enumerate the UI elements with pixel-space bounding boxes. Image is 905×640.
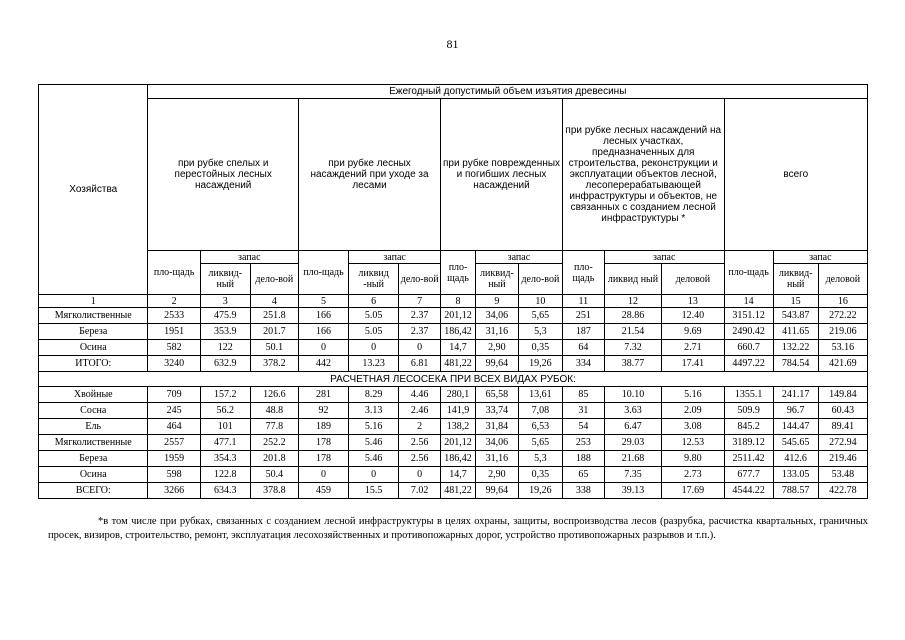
table-cell: 56.2	[200, 403, 250, 419]
table-cell: 77.8	[250, 419, 298, 435]
header-commercial: дело-вой	[250, 264, 298, 295]
column-number: 16	[818, 295, 867, 308]
table-cell: 201,12	[441, 435, 476, 451]
table-cell: 14,7	[441, 467, 476, 483]
table-row	[39, 435, 868, 451]
table-cell: 89.41	[818, 419, 867, 435]
table-cell: 634.3	[200, 483, 250, 499]
table-cell: 481,22	[441, 483, 476, 499]
table-cell: 54	[562, 419, 604, 435]
header-group-thinning: при рубке лесных насаждений при уходе за лесами	[298, 99, 440, 251]
table-cell: 3266	[148, 483, 200, 499]
table-cell: 31,16	[475, 324, 518, 340]
column-number: 9	[475, 295, 518, 308]
table-cell: 543.87	[773, 308, 818, 324]
harvest-volume-table	[38, 84, 868, 499]
table-cell: 0	[298, 340, 348, 356]
table-cell: 3189.12	[724, 435, 773, 451]
table-cell: 2557	[148, 435, 200, 451]
table-cell: 1951	[148, 324, 200, 340]
table-cell: 0	[349, 467, 399, 483]
table-cell: 7.32	[604, 340, 661, 356]
table-cell: 2.71	[662, 340, 724, 356]
header-liquid: ликвид ный	[604, 264, 661, 295]
table-cell: 338	[562, 483, 604, 499]
table-cell: 677.7	[724, 467, 773, 483]
table-cell: 5.46	[349, 451, 399, 467]
table-cell: 5.46	[349, 435, 399, 451]
table-cell: 281	[298, 387, 348, 403]
table-cell: 4544.22	[724, 483, 773, 499]
table-cell: 0	[399, 467, 441, 483]
table-row	[39, 483, 868, 499]
row-label: Береза	[39, 324, 148, 340]
table-cell: 99,64	[475, 356, 518, 372]
column-number: 7	[399, 295, 441, 308]
table-cell: 48.8	[250, 403, 298, 419]
table-cell: 17.41	[662, 356, 724, 372]
footnote	[48, 515, 868, 543]
table-cell: 186,42	[441, 451, 476, 467]
table-cell: 334	[562, 356, 604, 372]
table-cell: 245	[148, 403, 200, 419]
table-cell: 96.7	[773, 403, 818, 419]
table-cell: 34,06	[475, 435, 518, 451]
header-stock: запас	[604, 251, 724, 264]
table-cell: 187	[562, 324, 604, 340]
column-number: 12	[604, 295, 661, 308]
header-area: пло-щадь	[298, 251, 348, 295]
table-cell: 19,26	[518, 356, 562, 372]
table-cell: 38.77	[604, 356, 661, 372]
column-number: 14	[724, 295, 773, 308]
table-cell: 632.9	[200, 356, 250, 372]
table-cell: 166	[298, 308, 348, 324]
header-commercial: деловой	[818, 264, 867, 295]
table-cell: 144.47	[773, 419, 818, 435]
table-cell: 422.78	[818, 483, 867, 499]
table-cell: 598	[148, 467, 200, 483]
row-label: ИТОГО:	[39, 356, 148, 372]
table-cell: 477.1	[200, 435, 250, 451]
table-cell: 353.9	[200, 324, 250, 340]
table-cell: 4.46	[399, 387, 441, 403]
column-numbers-row	[39, 295, 868, 308]
header-area: пло-щадь	[562, 251, 604, 295]
column-number: 15	[773, 295, 818, 308]
table-row	[39, 403, 868, 419]
table-cell: 0	[349, 340, 399, 356]
column-number: 13	[662, 295, 724, 308]
table-cell: 3.13	[349, 403, 399, 419]
table-cell: 354.3	[200, 451, 250, 467]
table-cell: 1355.1	[724, 387, 773, 403]
column-number: 5	[298, 295, 348, 308]
table-cell: 3240	[148, 356, 200, 372]
table-cell: 60.43	[818, 403, 867, 419]
table-cell: 2.37	[399, 308, 441, 324]
table-row	[39, 387, 868, 403]
table-cell: 3.63	[604, 403, 661, 419]
table-cell: 31	[562, 403, 604, 419]
table-cell: 39.13	[604, 483, 661, 499]
header-stock: запас	[349, 251, 441, 264]
table-cell: 5,65	[518, 435, 562, 451]
table-cell: 2,90	[475, 467, 518, 483]
table-cell: 34,06	[475, 308, 518, 324]
table-cell: 509.9	[724, 403, 773, 419]
table-row	[39, 340, 868, 356]
header-liquid: ликвид-ный	[475, 264, 518, 295]
header-area: пло-щадь	[441, 251, 476, 295]
table-cell: 201.8	[250, 451, 298, 467]
section-row	[39, 372, 868, 387]
table-cell: 138,2	[441, 419, 476, 435]
page-number: 81	[446, 37, 459, 51]
row-label: Ель	[39, 419, 148, 435]
table-cell: 784.54	[773, 356, 818, 372]
table-cell: 53.48	[818, 467, 867, 483]
table-cell: 2	[399, 419, 441, 435]
table-cell: 7.02	[399, 483, 441, 499]
table-cell: 31,84	[475, 419, 518, 435]
table-cell: 17.69	[662, 483, 724, 499]
table-cell: 50.4	[250, 467, 298, 483]
table-cell: 0,35	[518, 467, 562, 483]
header-liquid: ликвид-ный	[200, 264, 250, 295]
table-cell: 178	[298, 451, 348, 467]
table-cell: 33,74	[475, 403, 518, 419]
table-cell: 545.65	[773, 435, 818, 451]
column-number: 10	[518, 295, 562, 308]
table-cell: 481,22	[441, 356, 476, 372]
table-cell: 2.09	[662, 403, 724, 419]
table-cell: 272.94	[818, 435, 867, 451]
table-cell: 7.35	[604, 467, 661, 483]
table-cell: 251.8	[250, 308, 298, 324]
table-cell: 64	[562, 340, 604, 356]
table-cell: 272.22	[818, 308, 867, 324]
table-cell: 101	[200, 419, 250, 435]
table-cell: 4497.22	[724, 356, 773, 372]
row-label: Береза	[39, 451, 148, 467]
table-cell: 378.2	[250, 356, 298, 372]
table-cell: 53.16	[818, 340, 867, 356]
column-number: 4	[250, 295, 298, 308]
table-cell: 2.56	[399, 435, 441, 451]
table-cell: 65	[562, 467, 604, 483]
table-cell: 122	[200, 340, 250, 356]
table-cell: 252.2	[250, 435, 298, 451]
table-cell: 421.69	[818, 356, 867, 372]
table-cell: 157.2	[200, 387, 250, 403]
table-cell: 189	[298, 419, 348, 435]
header-group-total: всего	[724, 99, 867, 251]
table-cell: 378.8	[250, 483, 298, 499]
table-cell: 7,08	[518, 403, 562, 419]
row-label: Сосна	[39, 403, 148, 419]
header-group-damaged: при рубке поврежденных и погибших лесных насаждений	[441, 99, 563, 251]
table-cell: 21.68	[604, 451, 661, 467]
section-title: РАСЧЕТНАЯ ЛЕСОСЕКА ПРИ ВСЕХ ВИДАХ РУБОК:	[39, 372, 868, 387]
table-row	[39, 419, 868, 435]
table-cell: 9.69	[662, 324, 724, 340]
table-cell: 65,58	[475, 387, 518, 403]
table-cell: 5,65	[518, 308, 562, 324]
table-cell: 178	[298, 435, 348, 451]
table-cell: 5,3	[518, 451, 562, 467]
column-number: 11	[562, 295, 604, 308]
table-cell: 13.23	[349, 356, 399, 372]
table-cell: 132.22	[773, 340, 818, 356]
table-cell: 442	[298, 356, 348, 372]
column-number: 2	[148, 295, 200, 308]
table-cell: 2490.42	[724, 324, 773, 340]
header-group-mature: при рубке спелых и перестойных лесных насаждений	[148, 99, 298, 251]
row-label: ВСЕГО:	[39, 483, 148, 499]
table-cell: 9.80	[662, 451, 724, 467]
table-cell: 5.05	[349, 324, 399, 340]
header-liquid: ликвид-ный	[773, 264, 818, 295]
table-cell: 253	[562, 435, 604, 451]
table-cell: 166	[298, 324, 348, 340]
table-cell: 133.05	[773, 467, 818, 483]
table-cell: 2,90	[475, 340, 518, 356]
table-cell: 31,16	[475, 451, 518, 467]
column-number: 8	[441, 295, 476, 308]
header-stock: запас	[200, 251, 298, 264]
table-cell: 201.7	[250, 324, 298, 340]
table-cell: 0,35	[518, 340, 562, 356]
row-label: Мягколиственные	[39, 308, 148, 324]
table-cell: 19,26	[518, 483, 562, 499]
table-cell: 582	[148, 340, 200, 356]
column-number: 1	[39, 295, 148, 308]
table-cell: 475.9	[200, 308, 250, 324]
table-cell: 50.1	[250, 340, 298, 356]
table-cell: 3.08	[662, 419, 724, 435]
table-cell: 5.05	[349, 308, 399, 324]
table-row	[39, 324, 868, 340]
table-cell: 219.06	[818, 324, 867, 340]
column-number: 6	[349, 295, 399, 308]
table-cell: 2533	[148, 308, 200, 324]
table-cell: 1959	[148, 451, 200, 467]
row-label: Осина	[39, 467, 148, 483]
table-cell: 709	[148, 387, 200, 403]
header-top: Ежегодный допустимый объем изъятия древесины	[148, 85, 868, 99]
table-cell: 92	[298, 403, 348, 419]
header-area: пло-щадь	[724, 251, 773, 295]
table-cell: 412.6	[773, 451, 818, 467]
table-cell: 99,64	[475, 483, 518, 499]
table-cell: 10.10	[604, 387, 661, 403]
table-cell: 0	[298, 467, 348, 483]
table-cell: 2511.42	[724, 451, 773, 467]
table-cell: 2.37	[399, 324, 441, 340]
table-cell: 5.16	[662, 387, 724, 403]
header-commercial: дело-вой	[518, 264, 562, 295]
row-label: Мягколиственные	[39, 435, 148, 451]
column-number: 3	[200, 295, 250, 308]
table-cell: 29.03	[604, 435, 661, 451]
table-cell: 3151.12	[724, 308, 773, 324]
table-cell: 149.84	[818, 387, 867, 403]
header-liquid: ликвид -ный	[349, 264, 399, 295]
table-row	[39, 356, 868, 372]
table-cell: 411.65	[773, 324, 818, 340]
header-commercial: деловой	[662, 264, 724, 295]
table-cell: 14,7	[441, 340, 476, 356]
row-label: Осина	[39, 340, 148, 356]
table-cell: 126.6	[250, 387, 298, 403]
table-cell: 122.8	[200, 467, 250, 483]
table-cell: 459	[298, 483, 348, 499]
table-cell: 2.73	[662, 467, 724, 483]
header-stock: запас	[773, 251, 867, 264]
table-cell: 15.5	[349, 483, 399, 499]
table-cell: 12.53	[662, 435, 724, 451]
table-cell: 2.46	[399, 403, 441, 419]
table-cell: 6.81	[399, 356, 441, 372]
footnote-text: *в том числе при рубках, связанных с созданием лесной инфраструктуры в целях охраны, защиты, воспроизводства лесов (разрубка, расчистка квартальных, граничных просек, визиров, строительство, ремонт, эксплуатация лесохозяйственных и противопожарных дорог, устройство противопожарных разрывов и т.п.).	[48, 516, 868, 541]
table-cell: 2.56	[399, 451, 441, 467]
table-cell: 788.57	[773, 483, 818, 499]
table-cell: 660.7	[724, 340, 773, 356]
table-cell: 5.16	[349, 419, 399, 435]
table-cell: 21.54	[604, 324, 661, 340]
table-cell: 6.47	[604, 419, 661, 435]
header-commercial: дело-вой	[399, 264, 441, 295]
header-area: пло-щадь	[148, 251, 200, 295]
table-row	[39, 467, 868, 483]
header-group-infrastructure: при рубке лесных насаждений на лесных участках, предназначенных для строительства, реконструкции и эксплуатации объектов лесной, лесоперерабатывающей инфраструктуры и объектов, не связанных с созданием лесной инфраструктуры *	[562, 99, 724, 251]
table-cell: 8.29	[349, 387, 399, 403]
table-cell: 188	[562, 451, 604, 467]
table-cell: 280,1	[441, 387, 476, 403]
table-cell: 13,61	[518, 387, 562, 403]
table-cell: 251	[562, 308, 604, 324]
table-cell: 241.17	[773, 387, 818, 403]
table-cell: 845.2	[724, 419, 773, 435]
table-row	[39, 451, 868, 467]
table-cell: 186,42	[441, 324, 476, 340]
table-cell: 219.46	[818, 451, 867, 467]
row-label: Хвойные	[39, 387, 148, 403]
table-cell: 28.86	[604, 308, 661, 324]
table-cell: 5,3	[518, 324, 562, 340]
table-cell: 201,12	[441, 308, 476, 324]
table-cell: 464	[148, 419, 200, 435]
table-cell: 85	[562, 387, 604, 403]
table-cell: 0	[399, 340, 441, 356]
header-stock: запас	[475, 251, 562, 264]
table-row	[39, 308, 868, 324]
table-cell: 6,53	[518, 419, 562, 435]
header-holding: Хозяйства	[39, 85, 148, 295]
table-cell: 12.40	[662, 308, 724, 324]
table-cell: 141,9	[441, 403, 476, 419]
